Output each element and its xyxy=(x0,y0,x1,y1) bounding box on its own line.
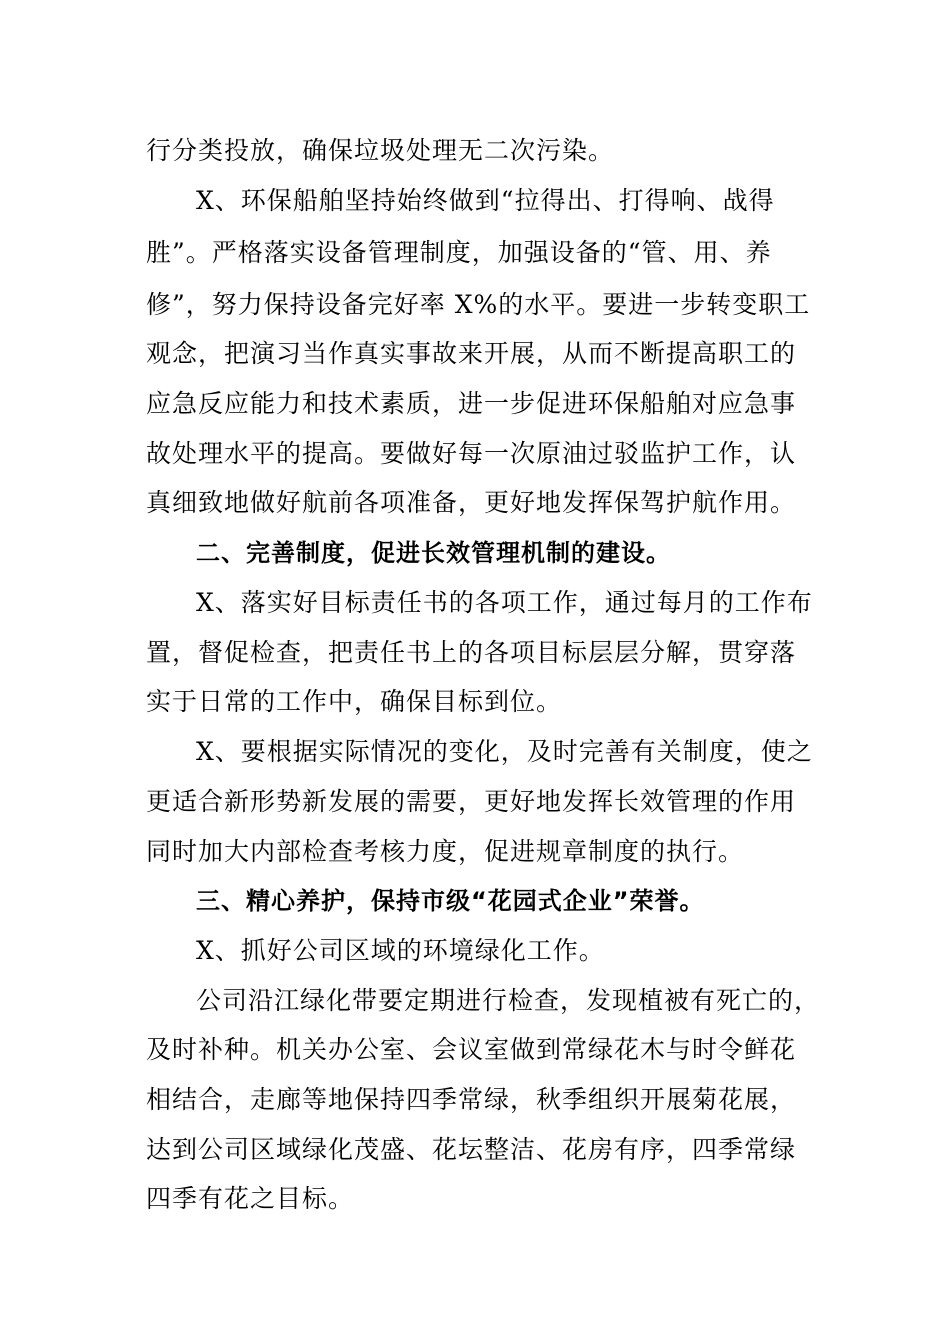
text-line: 置，督促检查，把责任书上的各项目标层层分解，贯穿落 xyxy=(146,638,797,667)
text-line: 真细致地做好航前各项准备，更好地发挥保驾护航作用。 xyxy=(146,488,797,517)
text-line: 实于日常的工作中，确保目标到位。 xyxy=(146,687,563,716)
paragraph-start: X、要根据实际情况的变化，及时完善有关制度，使之 xyxy=(196,737,813,766)
section-heading-2: 二、完善制度，促进长效管理机制的建设。 xyxy=(196,539,671,567)
text-line: 故处理水平的提高。要做好每一次原油过驳监护工作，认 xyxy=(146,439,797,468)
paragraph-start: X、落实好目标责任书的各项工作，通过每月的工作布 xyxy=(196,588,813,617)
text-line: 同时加大内部检查考核力度，促进规章制度的执行。 xyxy=(146,837,745,866)
text-line: 四季有花之目标。 xyxy=(146,1184,355,1213)
paragraph-start: X、抓好公司区域的环境绿化工作。 xyxy=(196,936,605,965)
text-line: 应急反应能力和技术素质，进一步促进环保船舶对应急事 xyxy=(146,389,797,418)
text-line: 修”，努力保持设备完好率 X%的水平。要进一步转变职工 xyxy=(146,290,811,319)
text-line: 达到公司区域绿化茂盛、花坛整洁、花房有序，四季常绿 xyxy=(146,1135,797,1164)
paragraph-start: 公司沿江绿化带要定期进行检查，发现植被有死亡的， xyxy=(196,986,821,1015)
text-line: 观念，把演习当作真实事故来开展，从而不断提高职工的 xyxy=(146,339,797,368)
text-line: 胜”。严格落实设备管理制度，加强设备的“管、用、养 xyxy=(146,238,772,267)
text-line: 行分类投放，确保垃圾处理无二次污染。 xyxy=(146,136,615,165)
text-line: 更适合新形势新发展的需要，更好地发挥长效管理的作用 xyxy=(146,787,797,816)
text-line: 及时补种。机关办公室、会议室做到常绿花木与时令鲜花 xyxy=(146,1035,797,1064)
text-line: 相结合，走廊等地保持四季常绿，秋季组织开展菊花展， xyxy=(146,1085,797,1114)
paragraph-start: X、环保船舶坚持始终做到“拉得出、打得响、战得 xyxy=(196,186,775,215)
section-heading-3: 三、精心养护，保持市级“花园式企业”荣誉。 xyxy=(196,887,705,915)
